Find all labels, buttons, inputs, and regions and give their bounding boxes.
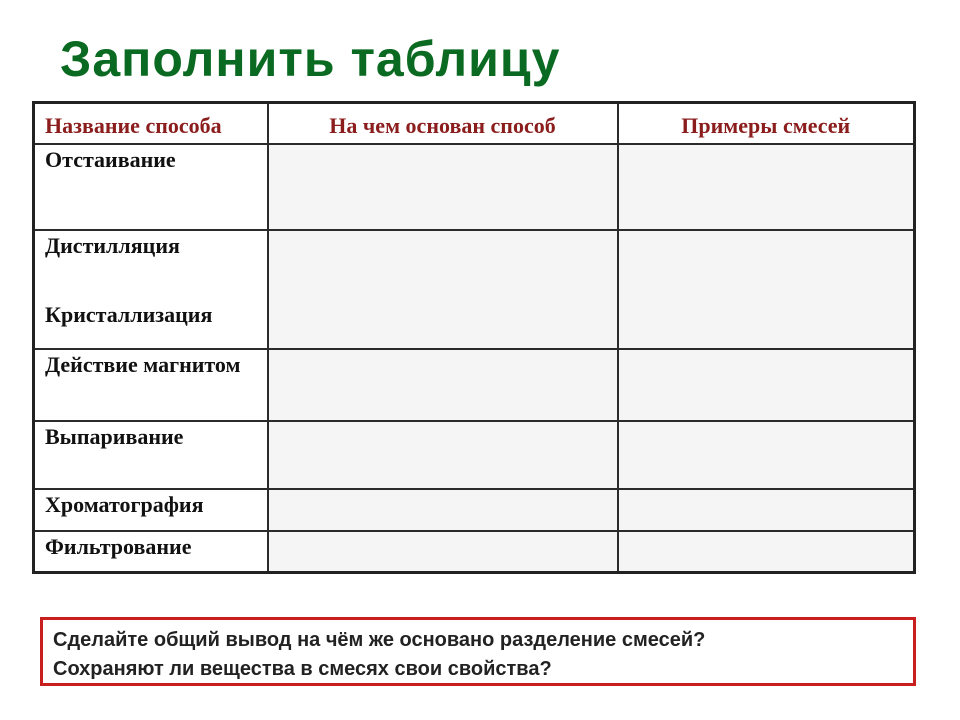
header-method-name: Название способа [34,103,268,144]
basis-cell[interactable] [268,421,618,489]
basis-cell[interactable] [268,144,618,230]
table-row [34,349,915,421]
method-name-cell [34,230,268,349]
method-name-cell: Выпаривание [34,421,268,489]
separation-methods-table [32,101,916,574]
basis-cell[interactable] [268,230,618,349]
examples-cell[interactable] [618,230,915,349]
basis-cell[interactable] [268,349,618,421]
table-row [34,531,915,573]
header-examples: Примеры смесей [618,103,915,144]
examples-cell[interactable] [618,421,915,489]
table-row [34,144,915,230]
conclusion-question-2: Сохраняют ли вещества в смесях свои свойства? [53,658,552,680]
method-name-cell: Действие магнитом [34,349,268,421]
examples-cell[interactable] [618,349,915,421]
slide-title: Заполнить таблицу [60,31,561,87]
table-row [34,421,915,489]
conclusion-box [40,617,916,686]
table-row [34,230,915,349]
table-header-row [34,103,915,144]
header-basis: На чем основан способ [268,103,618,144]
basis-cell[interactable] [268,489,618,531]
table-row [34,489,915,531]
conclusion-question-1: Сделайте общий вывод на чём же основано разделение смесей? [53,629,706,651]
method-name: Дистилляция [45,232,180,258]
method-name: Кристаллизация [45,301,213,327]
examples-cell[interactable] [618,144,915,230]
examples-cell[interactable] [618,489,915,531]
method-name-cell: Отстаивание [34,144,268,230]
basis-cell[interactable] [268,531,618,573]
method-name-cell: Фильтрование [34,531,268,573]
examples-cell[interactable] [618,531,915,573]
method-name-cell: Хроматография [34,489,268,531]
